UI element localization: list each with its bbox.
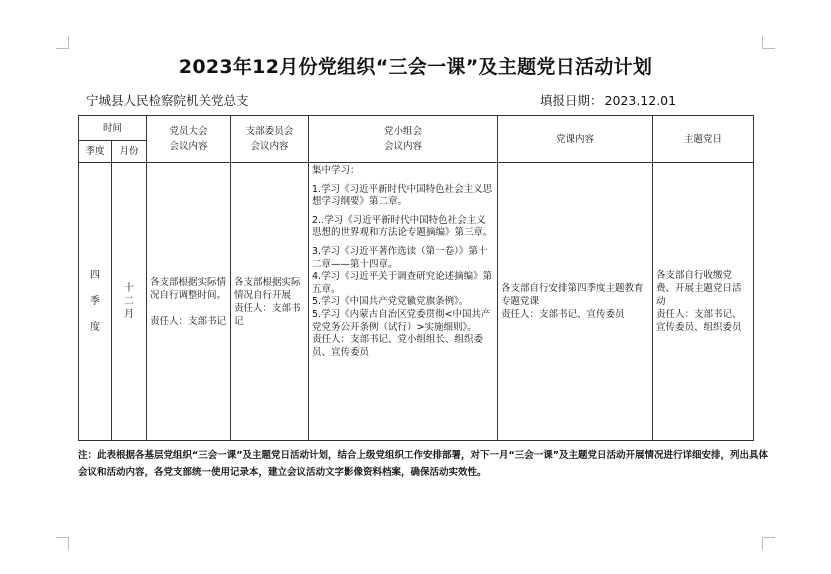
theme-day-cell (653, 163, 754, 441)
party-lecture-cell (498, 163, 653, 441)
member-meeting-responsible: 责任人：支部书记 (150, 315, 227, 327)
study-item-3: 3.学习《习近平著作选读（第一卷）》第十二章——第十四章。 (312, 245, 488, 270)
study-heading: 集中学习： (312, 165, 360, 176)
activity-plan-table (78, 115, 754, 441)
header-member-meeting-line1: 党员大会 (169, 126, 208, 137)
member-meeting-spacer (150, 302, 227, 315)
crop-mark-top-left (56, 36, 69, 49)
group-meeting-responsible: 责任人：支部书记、党小组组长、组织委员、宣传委员 (312, 334, 484, 358)
header-group-meeting-line2: 会议内容 (384, 141, 423, 152)
header-party-lecture: 党课内容 (498, 116, 653, 163)
header-group-meeting-line1: 党小组会 (384, 126, 423, 137)
header-committee-meeting (231, 116, 309, 163)
quarter-char-1: 四 (90, 269, 100, 281)
month-char-2: 二 (124, 296, 134, 307)
committee-meeting-responsible: 责任人：支部书记 (234, 302, 301, 327)
quarter-char-2: 季 (90, 295, 100, 307)
crop-mark-top-right (762, 36, 775, 49)
month-char-1: 十 (124, 283, 134, 294)
committee-meeting-cell (231, 163, 309, 441)
group-meeting-cell (309, 163, 498, 441)
committee-meeting-content: 各支部根据实际情况自行开展 (234, 276, 301, 301)
header-member-meeting-line2: 会议内容 (169, 141, 208, 152)
organization-name: 宁城县人民检察院机关党总支 (86, 93, 249, 108)
crop-mark-bottom-right (762, 537, 775, 550)
study-item-5: 5.学习《中国共产党党徽党旗条例》。 (312, 296, 469, 308)
member-meeting-cell (147, 163, 231, 441)
fill-date-value: 2023.12.01 (604, 93, 677, 108)
study-item-4: 4.学习《习近平关于调查研究论述摘编》第五章。 (312, 271, 493, 295)
study-item-6: 5.学习《内蒙古自治区党委贯彻<中国共产党党务公开条例（试行）>实施细则》。 (312, 308, 491, 333)
member-meeting-content: 各支部根据实际情况自行调整时间。 (150, 276, 227, 301)
theme-day-content: 各支部自行收缴党费、开展主题党日活动 (656, 270, 742, 307)
study-item-1: 1.学习《习近平新时代中国特色社会主义思想学习纲要》第二章。 (312, 183, 493, 208)
study-item-2: 2..学习《习近平新时代中国特色社会主义思想的世界观和方法论专题摘编》第三章。 (312, 214, 493, 239)
crop-mark-bottom-left (56, 537, 69, 550)
fill-date (538, 91, 676, 109)
header-group-meeting (309, 116, 498, 163)
header-committee-meeting-line2: 会议内容 (250, 141, 289, 152)
header-quarter: 季度 (79, 141, 112, 163)
party-lecture-content: 各支部自行安排第四季度主题教育专题党课 (501, 283, 644, 307)
theme-day-responsible: 责任人：支部书记、宣传委员、组织委员 (656, 309, 742, 333)
fill-date-label: 填报日期： (540, 93, 603, 108)
header-member-meeting (147, 116, 231, 163)
month-cell (112, 163, 147, 441)
header-time: 时间 (79, 116, 147, 141)
footnote: 注：此表根据各基层党组织“三会一课”及主题党日活动计划，结合上级党组织工作安排部署，对下一月“三会一课”及主题党日活动开展情况进行详细安排，列出具体会议和活动内容，各党支部统一使用记录本，建立会议活动文字影像资料档案，确保活动实效性。 (78, 450, 768, 478)
party-lecture-responsible: 责任人：支部书记、宣传委员 (501, 309, 625, 320)
header-month: 月份 (112, 141, 147, 163)
header-committee-meeting-line1: 支部委员会 (245, 126, 294, 137)
document-title: 2023年12月份党组织“三会一课”及主题党日活动计划 (178, 56, 653, 78)
quarter-char-3: 度 (90, 321, 100, 333)
quarter-cell (79, 163, 112, 441)
header-theme-day: 主题党日 (653, 116, 754, 163)
month-char-3: 月 (124, 309, 134, 320)
